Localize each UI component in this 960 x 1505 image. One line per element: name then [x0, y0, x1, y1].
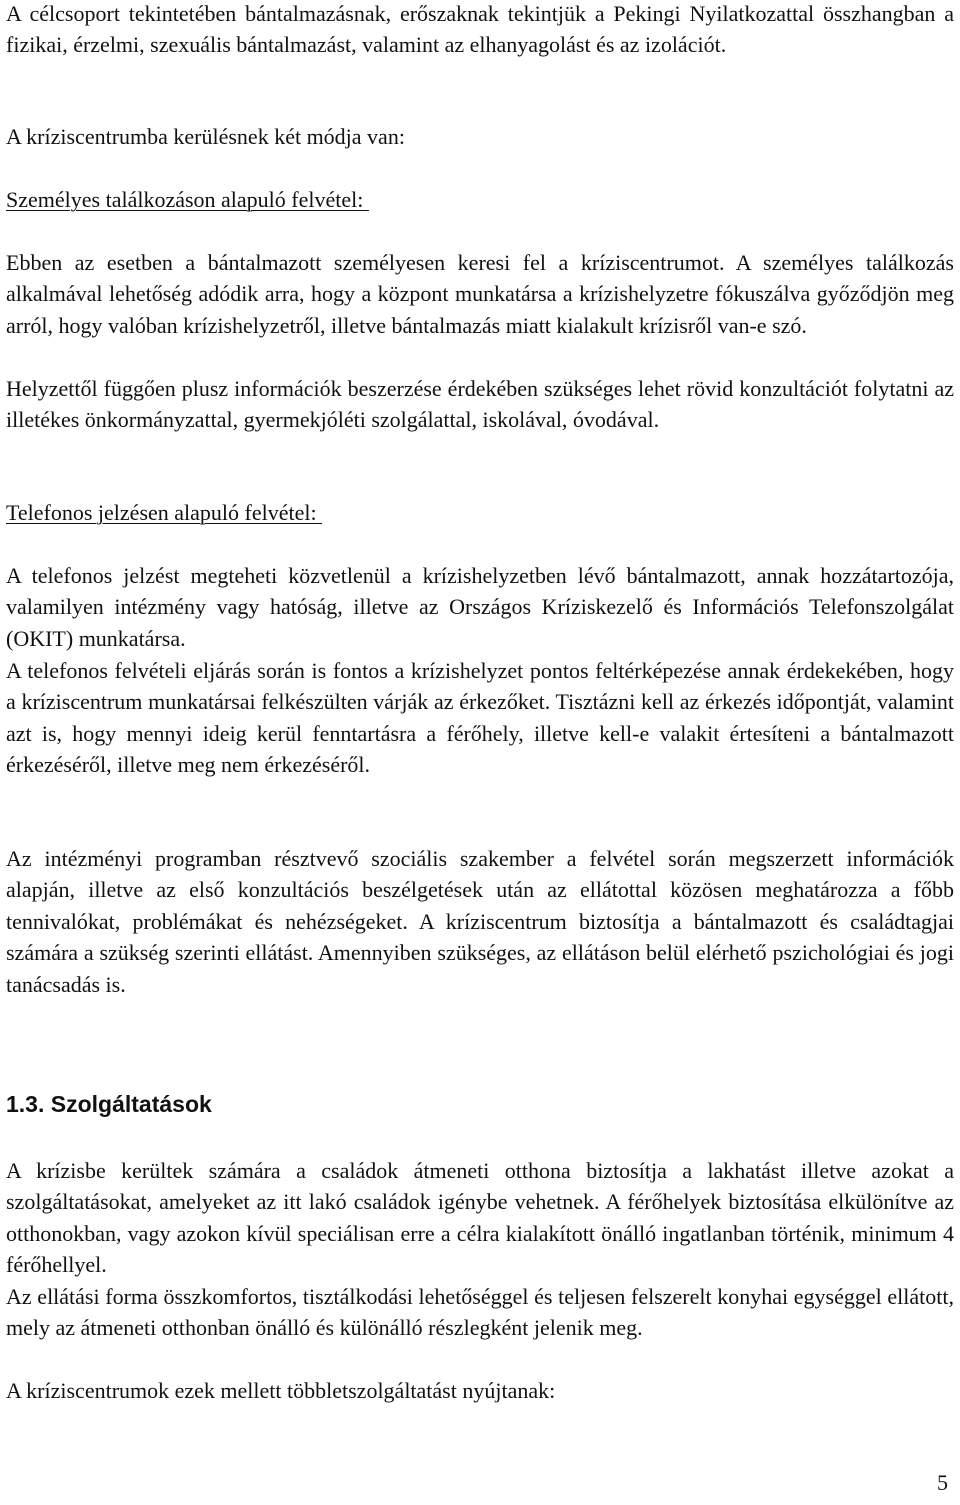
subheading-personal-admission	[6, 184, 954, 215]
paragraph-social-worker: Az intézményi programban résztvevő szociális szakember a felvétel során megszerzett információk alapján, illetve az első konzultációs beszélgetések után az ellátottal közösen meghatározza a főbb tennivalókat, problémákat és nehézségeket. A kríziscentrum biztosítja a bántalmazott és családtagjai számára a szükség szerinti ellátást. Amennyiben szükséges, az ellátáson belül elérhető pszichológiai és jogi tanácsadás is.	[6, 846, 954, 997]
page-number: 5	[937, 1470, 948, 1495]
paragraph-phone-procedure: A telefonos felvételi eljárás során is fontos a krízishelyzet pontos feltérképezése annak érdekekében, hogy a kríziscentrum munkatársai felkészülten várják az érkezőket. Tisztázni kell az érkezés időpontját, valamint azt is, hogy mennyi ideig kerül fenntartásra a férőhely, illetve kell-e valakit értesíteni a bántalmazott érkezéséről, illetve meg nem érkezéséről.	[6, 658, 954, 778]
subheading-phone-admission-text: Telefonos jelzésen alapuló felvétel:	[6, 500, 323, 525]
paragraph-phone-signal: A telefonos jelzést megteheti közvetlenül a krízishelyzetben lévő bántalmazott, annak hozzátartozója, valamilyen intézmény vagy hatóság, illetve az Országos Kríziskezelő és Információs Telefonszolgálat (OKIT) munkatársa.	[6, 563, 954, 651]
paragraph-extra-services: A kríziscentrumok ezek mellett többletszolgáltatást nyújtanak:	[6, 1378, 556, 1403]
paragraph-personal-meeting: Ebben az esetben a bántalmazott személyesen keresi fel a kríziscentrumot. A személyes találkozás alkalmával lehetőség adódik arra, hogy a központ munkatársa a krízishelyzetre fókuszálva győződjön meg arról, hogy valóban krízishelyzetről, illetve bántalmazás miatt kialakult krízisről van-e szó.	[6, 250, 954, 338]
paragraph-target-group: A célcsoport tekintetében bántalmazásnak, erőszaknak tekintjük a Pekingi Nyilatkozattal összhangban a fizikai, érzelmi, szexuális bántalmazást, valamint az elhanyagolást és az izolációt.	[6, 1, 954, 58]
document-page	[6, 0, 954, 1505]
subheading-personal-admission-text: Személyes találkozáson alapuló felvétel:	[6, 187, 369, 212]
section-heading-services: 1.3. Szolgáltatások	[6, 1091, 212, 1117]
paragraph-temporary-home: A krízisbe kerültek számára a családok átmeneti otthona biztosítja a lakhatást illetve azokat a szolgáltatásokat, amelyeket az itt lakó családok igénybe vehetnek. A férőhelyek biztosítása elkülönítve az otthonokban, vagy azokon kívül speciálisan erre a célra kialakított önálló ingatlanban történik, minimum 4 férőhellyel.	[6, 1158, 954, 1278]
subheading-phone-admission	[6, 497, 954, 528]
paragraph-admission-modes: A kríziscentrumba kerülésnek két módja van:	[6, 124, 405, 149]
paragraph-care-form: Az ellátási forma összkomfortos, tisztálkodási lehetőséggel és teljesen felszerelt konyhai egységgel ellátott, mely az átmeneti otthonban önálló és különálló részlegként jelenik meg.	[6, 1284, 954, 1341]
paragraph-consultation: Helyzettől függően plusz információk beszerzése érdekében szükséges lehet rövid konzultációt folytatni az illetékes önkormányzattal, gyermekjóléti szolgálattal, iskolával, óvodával.	[6, 376, 954, 433]
